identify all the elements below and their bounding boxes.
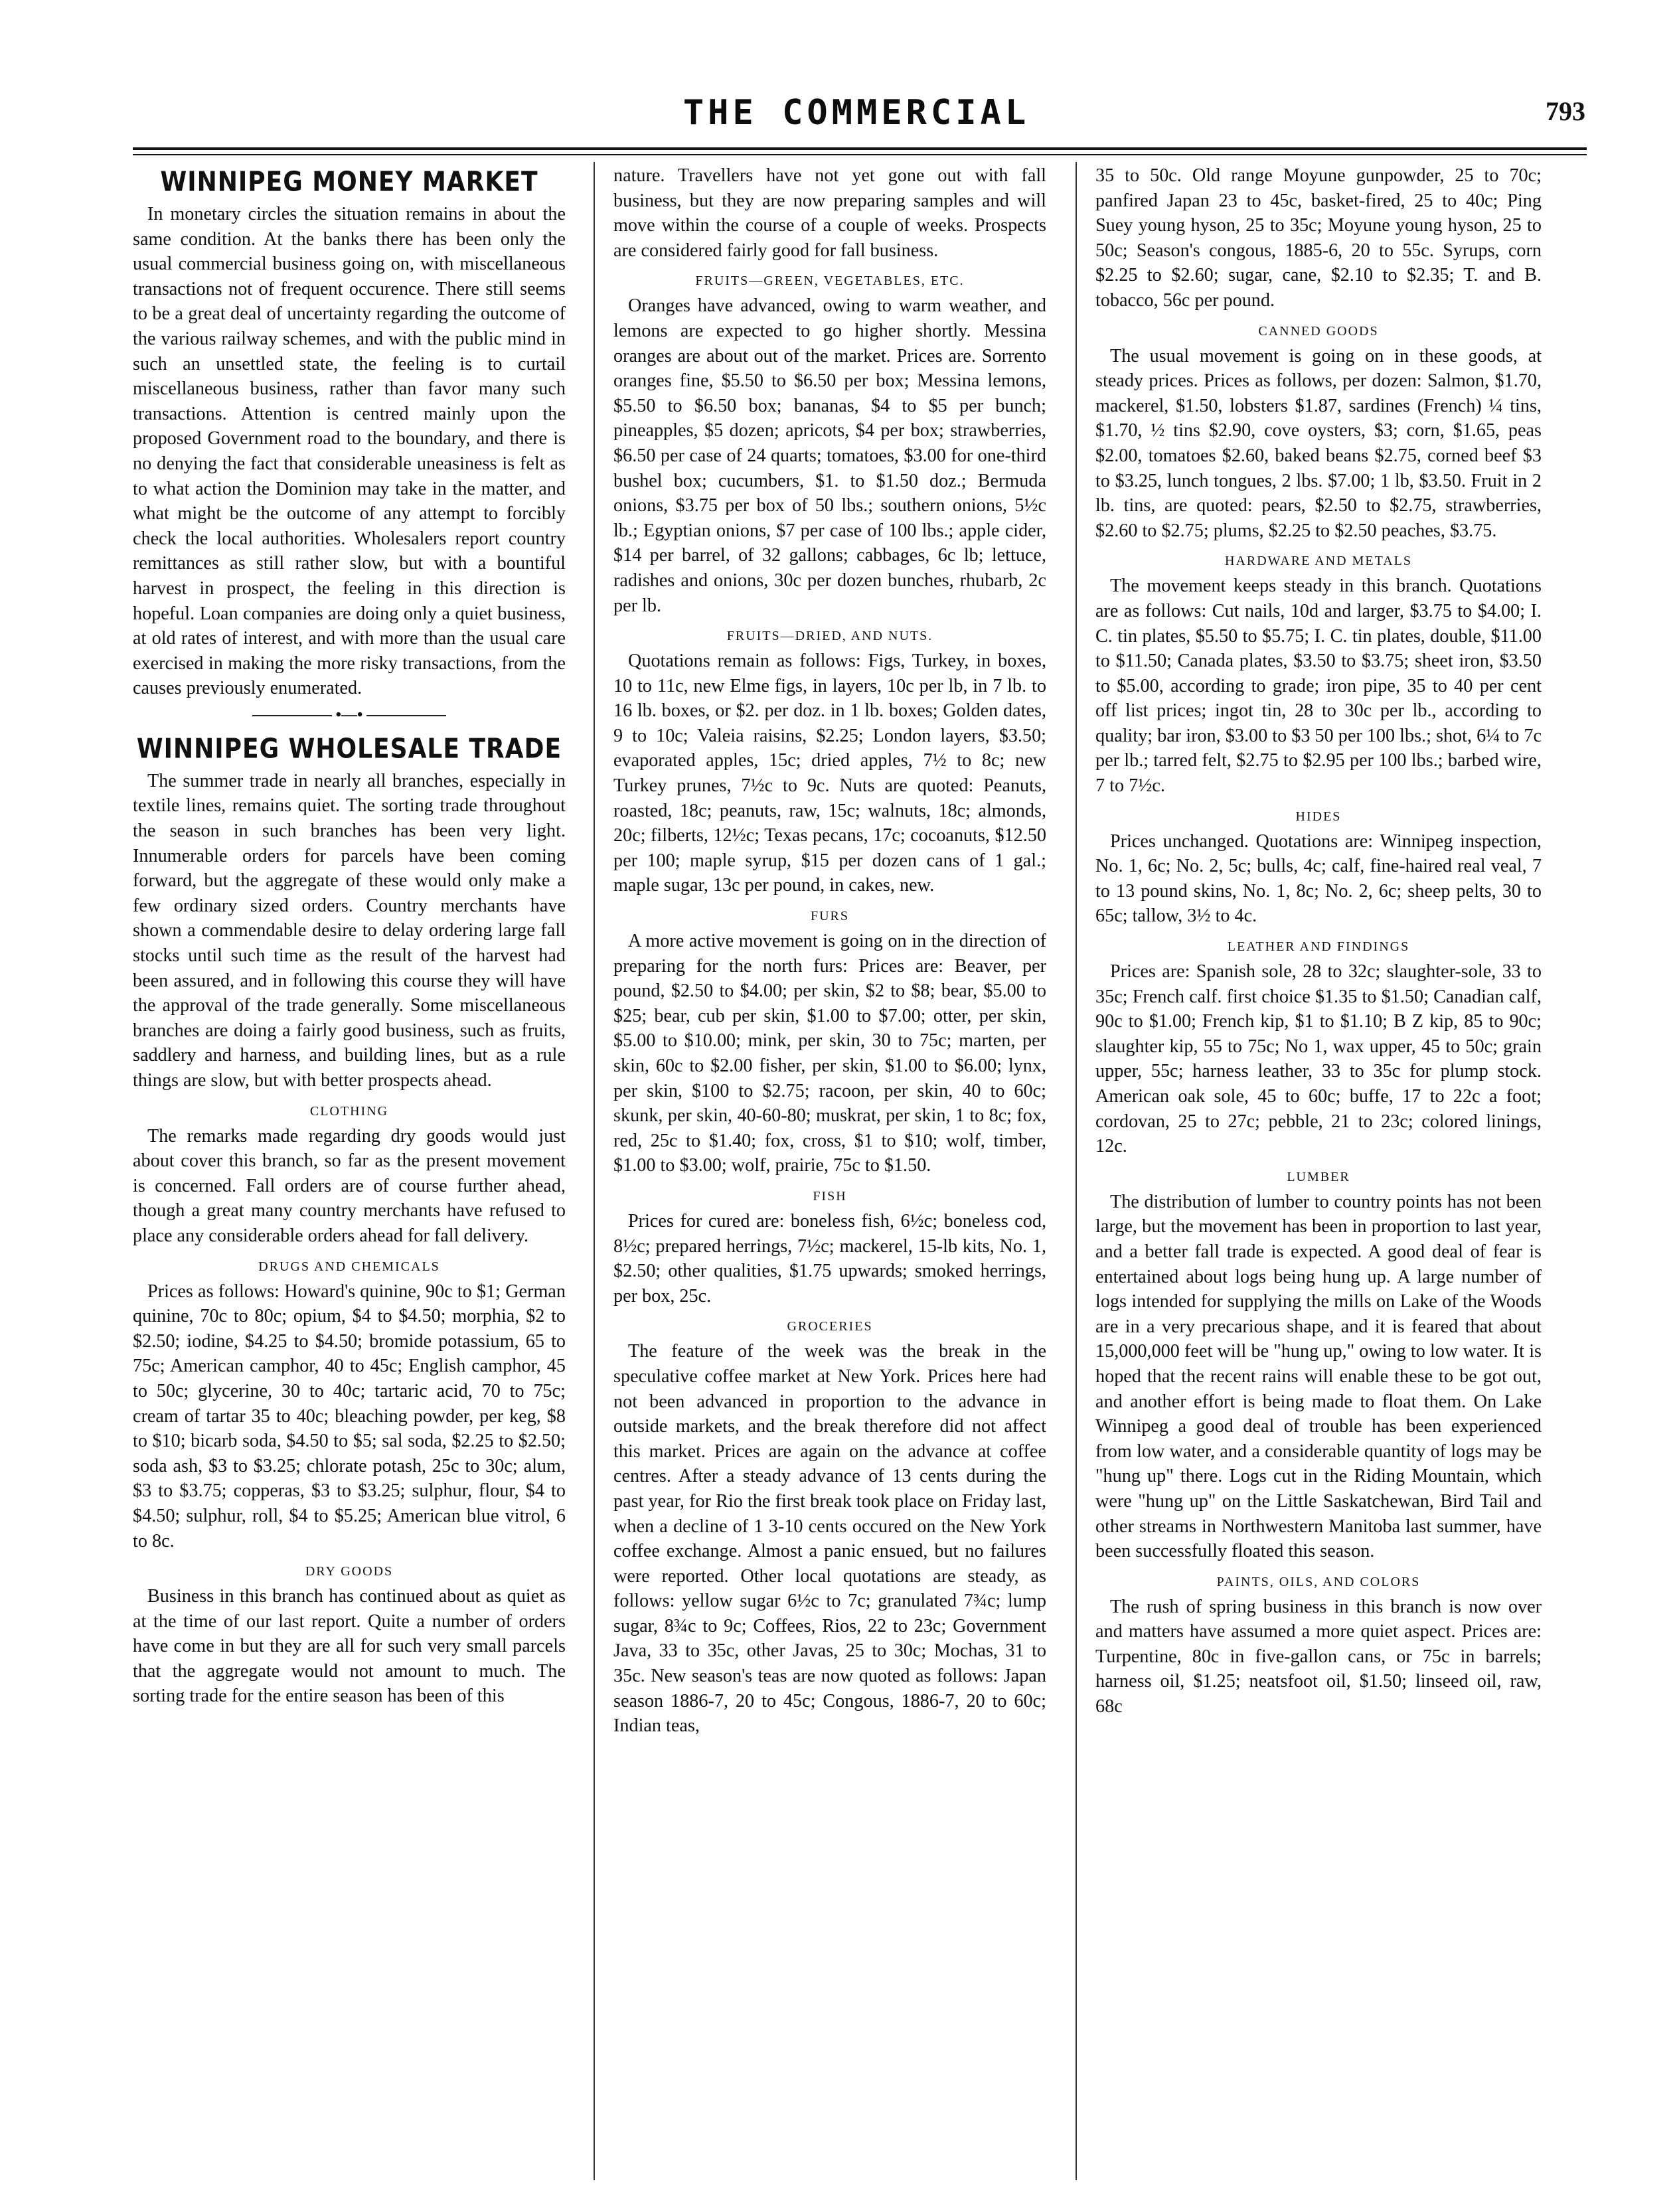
canned-goods-heading: CANNED GOODS: [1258, 323, 1379, 339]
fruits-dried-heading: FRUITS—DRIED, AND NUTS.: [726, 629, 933, 644]
lumber-heading: LUMBER: [1287, 1169, 1350, 1184]
fish-text: Prices for cured are: boneless fish, 6½c; boneless cod, 8½c; prepared herrings, 7½c; mackerel, 15-lb kits, No. 1, $2.50; other qualities, $1.75 upwards; smoked herrings, per box, 25c.: [613, 1210, 1046, 1306]
header-rule: [133, 147, 1587, 155]
article-columns: [133, 157, 1587, 2188]
lumber-text: The distribution of lumber to country points has not been large, but the movement has been in proportion to last year, and a better fall trade is expected. A good deal of fear is entertained about logs being hung up. A large number of logs intended for supplying the mills on Lake of the Woods are in a very precarious shape, and it is feared that about 15,000,000 feet will be "hung up," owing to low water. It is hoped that the recent rains will enable these to be got out, and another effort is being made to float them. On Lake Winnipeg a good deal of trouble has been experienced from low water, and a considerable quantity of logs may be "hung up" there. Logs cut in the Riding Mountain, which were "hung up" on the Little Saskatchewan, Bird Tail and other streams in Northwestern Manitoba last summer, have been successfully floated this season.: [1095, 1191, 1542, 1562]
clothing-heading: CLOTHING: [309, 1103, 389, 1119]
leather-heading: LEATHER AND FINDINGS: [1227, 939, 1410, 955]
wholesale-trade-text: The summer trade in nearly all branches, especially in textile lines, remains quiet. The sorting trade throughout the season in such branches has been very light. Innumerable orders for parcels have been coming forward, but the aggregate of these would only make a few ordinary sized orders. Country merchants have shown a commendable desire to delay ordering large fall stocks until such time as the result of the harvest had been assured, and in following this course they will have the approval of the trade generally. Some miscellaneous branches are doing a fairly good business, such as fruits, saddlery and harness, and building lines, but as a rule things are slow, but with better prospects ahead.: [133, 770, 566, 1091]
section-ornament: •—•: [133, 706, 566, 724]
dry-goods-continued-text: nature. Travellers have not yet gone out with fall business, but they are now preparing samples and will move within the course of a couple of weeks. Prospects are considered fairly good for fall business.: [613, 165, 1046, 261]
publication-title: THE COMMERCIAL: [682, 93, 1030, 133]
column-1: [133, 157, 566, 2188]
drugs-heading: DRUGS AND CHEMICALS: [258, 1259, 440, 1274]
paints-text: The rush of spring business in this branch is now over and matters have assumed a more quiet aspect. Prices are: Turpentine, 80c in five-gallon cans, or 75c in barrels; harness oil, $1.25; neatsfoot oil, $1.50; linseed oil, raw, 68c: [1095, 1596, 1542, 1717]
drugs-text: Prices as follows: Howard's quinine, 90c to $1; German quinine, 70c to 80c; opium, $4 to $4.50; morphia, $2 to $2.50; iodine, $4.25 to $4.50; bromide potassium, 65 to 75c; American camphor, 40 to 45c; English camphor, 45 to 50c; glycerine, 30 to 40c; tartaric acid, 70 to 75c; cream of tartar 35 to 40c; bleaching powder, per keg, $8 to $10; bicarb soda, $4.50 to $5; sal soda, $2.25 to $2.50; soda ash, $3 to $3.25; chlorate potash, 25c to 30c; alum, $3 to $3.75; copperas, $3 to $3.25; sulphur, flour, $4 to $4.50; sulphur, roll, $4 to $5.25; American blue vitrol, 6 to 8c.: [133, 1281, 566, 1551]
money-market-text: In monetary circles the situation remains in about the same condition. At the banks there has been only the usual commercial business going on, with miscellaneous transactions not of frequent occurence. There still seems to be a great deal of uncertainty regarding the outcome of the various railway schemes, and with the public mind in such an unsettled state, the feeling is to curtail miscellaneous business, rather than favor many such transactions. Attention is centred mainly upon the proposed Government road to the boundary, and there is no denying the fact that considerable uneasiness is felt as to what action the Dominion may take in the matter, and what might be the outcome of any attempt to forcibly check the local authorities. Wholesalers report country remittances as still rather slow, but with a bountiful harvest in prospect, the feeling in this direction is hopeful. Loan companies are doing only a quiet business, at old rates of interest, and with more than the usual care exercised in making the more risky transactions, from the causes previously enumerated.: [133, 204, 566, 699]
money-market-heading: WINNIPEG MONEY MARKET: [160, 166, 538, 198]
fruits-green-heading: FRUITS—GREEN, VEGETABLES, ETC.: [695, 274, 965, 289]
page-number: 793: [1546, 96, 1585, 126]
groceries-text: The feature of the week was the break in the speculative coffee market at New York. Prices here had not been advanced in proportion to the advance in outside markets, and the break therefore did not affect this market. Prices are again on the advance at coffee centres. After a steady advance of 13 cents during the past year, for Rio the first break took place on Friday last, when a decline of 1 3-10 cents occured on the New York coffee exchange. Almost a panic ensued, but no failures were reported. Other local quotations are steady, as follows: yellow sugar 6½c to 7c; granulated 7¾c; lump sugar, 8¾c to 9c; Coffees, Rios, 22 to 23c; Government Java, 33 to 35c, other Javas, 25 to 30c; Mochas, 31 to 35c. New season's teas are now quoted as follows: Japan season 1886-7, 20 to 45c; Congous, 1886-7, 20 to 60c; Indian teas,: [613, 1341, 1046, 1737]
fish-heading: FISH: [813, 1188, 847, 1204]
column-divider: [594, 162, 595, 2180]
clothing-text: The remarks made regarding dry goods would just about cover this branch, so far as the present movement is concerned. Fall orders are of course further ahead, though a great many country merchants have refused to place any considerable orders ahead for fall delivery.: [133, 1125, 566, 1246]
groceries-continued-text: 35 to 50c. Old range Moyune gunpowder, 25 to 70c; panfired Japan 23 to 45c, basket-fired, 25 to 40c; Ping Suey young hyson, 25 to 35c; Moyune young hyson, 25 to 50c; Season's congous, 1885-6, 20 to 55c. Syrups, corn $2.25 to $2.60; sugar, cane, $2.10 to $2.35; T. and B. tobacco, 56c per pound.: [1095, 165, 1542, 311]
masthead: [120, 93, 1593, 153]
dry-goods-heading: DRY GOODS: [305, 1564, 394, 1579]
wholesale-trade-heading: WINNIPEG WHOLESALE TRADE: [136, 733, 562, 765]
canned-goods-text: The usual movement is going on in these goods, at steady prices. Prices as follows, per dozen: Salmon, $1.70, mackerel, $1.50, lobsters $1.87, sardines (French) ¼ tins, $1.70, ½ tins $2.90, cove oysters, $3; corn, $1.65, peas $2.00, tomatoes $2.60, baked beans $2.75, corned beef $3 to $3.25, lunch tongues, 2 lbs. $7.00; 1 lb, $3.50. Fruit in 2 lb. tins, are quoted: pears, $2.50 to $2.75, strawberries, $2.60 to $2.75; plums, $2.25 to $2.50 peaches, $3.75.: [1095, 345, 1542, 541]
hides-text: Prices unchanged. Quotations are: Winnipeg inspection, No. 1, 6c; No. 2, 5c; bulls, 4c; calf, fine-haired real veal, 7 to 13 pound skins, No. 1, 8c; No. 2, 6c; sheep pelts, 30 to 65c; tallow, 3½ to 4c.: [1095, 830, 1542, 927]
furs-heading: FURS: [810, 909, 850, 924]
column-3: [1095, 157, 1542, 2188]
dry-goods-text: Business in this branch has continued about as quiet as at the time of our last report. Quite a number of orders have come in but they are all for such very small parcels that the aggregate would not amount to much. The sorting trade for the entire season has been of this: [133, 1586, 566, 1707]
fruits-dried-text: Quotations remain as follows: Figs, Turkey, in boxes, 10 to 11c, new Elme figs, in layers, 10c per lb, in 7 lb. to 16 lb. boxes, or $2. per doz. in 1 lb. boxes; Golden dates, 9 to 10c; Valeia raisins, $2.25; London layers, $3.50; evaporated apples, 15c; dried apples, 7½ to 8c; new Turkey prunes, 7½c to 9c. Nuts are quoted: Peanuts, roasted, 18c; peanuts, raw, 15c; walnuts, 18c; almonds, 20c; filberts, 12½c; Texas pecans, 17c; cocoanuts, $12.50 per 100; maple syrup, $15 per dozen cans of 1 gal.; maple sugar, 13c per pound, in cakes, new.: [613, 651, 1046, 896]
paints-heading: PAINTS, OILS, AND COLORS: [1216, 1574, 1421, 1589]
hides-heading: HIDES: [1295, 809, 1342, 824]
furs-text: A more active movement is going on in the direction of preparing for the north furs: Prices are: Beaver, per pound, $2.50 to $4.00; per skin, $2 to $8; bear, $5.00 to $25; bear, cub per skin, $1.00 to $7.00; otter, per skin, $5.00 to $10.00; mink, per skin, 30 to 75c; marten, per skin, 60c to $2.00 fisher, per skin, $1.00 to $6.00; lynx, per skin, $100 to $2.75; racoon, per skin, 40 to 60c; skunk, per skin, 40-60-80; muskrat, per skin, 1 to 8c; fox, red, 25c to $1.40; fox, cross, $1 to $10; wolf, timber, $1.00 to $3.00; wolf, prairie, 75c to $1.50.: [613, 931, 1046, 1176]
groceries-heading: GROCERIES: [787, 1319, 873, 1334]
column-divider: [1076, 162, 1077, 2180]
column-2: [613, 157, 1046, 2188]
hardware-text: The movement keeps steady in this branch. Quotations are as follows: Cut nails, 10d and larger, $3.75 to $4.00; I. C. tin plates, $5.50 to $5.75; I. C. tin plates, double, $11.00 to $11.50; Canada plates, $3.50 to $3.75; sheet iron, $3.50 to $5.00, according to grade; iron pipe, 35 to 40 per cent off list prices; ingot tin, 28 to 30c per lb., according to quality; bar iron, $3.00 to $3 50 per 100 lbs.; shot, 6¼ to 7c per lb.; tarred felt, $2.75 to $2.95 per 100 lbs.; barbed wire, 7 to 7½c.: [1095, 576, 1542, 797]
fruits-green-text: Oranges have advanced, owing to warm weather, and lemons are expected to go higher shortly. Messina oranges are about out of the market. Prices are. Sorrento oranges fine, $5.50 to $6.50 per box; Messina lemons, $5.50 to $6.50 box; bananas, $4 to $5 per bunch; pineapples, $5 dozen; apricots, $4 per box; strawberries, $6.50 per case of 24 quarts; tomatoes, $3.00 for one-third bushel box; cucumbers, $1. to $1.50 doz.; Bermuda onions, $3.75 per box of 50 lbs.; southern onions, 5½c lb.; Egyptian onions, $7 per case of 100 lbs.; apple cider, $14 per barrel, of 32 gallons; cabbages, 6c lb; lettuce, radishes and onions, 30c per dozen bunches, rhubarb, 2c per lb.: [613, 295, 1046, 616]
leather-text: Prices are: Spanish sole, 28 to 32c; slaughter-sole, 33 to 35c; French calf. first choice $1.35 to $1.50; Canadian calf, 90c to $1.00; French kip, $1 to $1.10; B Z kip, 85 to 90c; slaughter kip, 55 to 75c; No 1, wax upper, 45 to 50c; grain upper, 55c; harness leather, 33 to 35c for plump stock. American oak sole, 45 to 60c; buffe, 17 to 22c a foot; cordovan, 25 to 27c; pebble, 21 to 23c; colored linings, 12c.: [1095, 961, 1542, 1157]
hardware-heading: HARDWARE AND METALS: [1225, 554, 1412, 569]
